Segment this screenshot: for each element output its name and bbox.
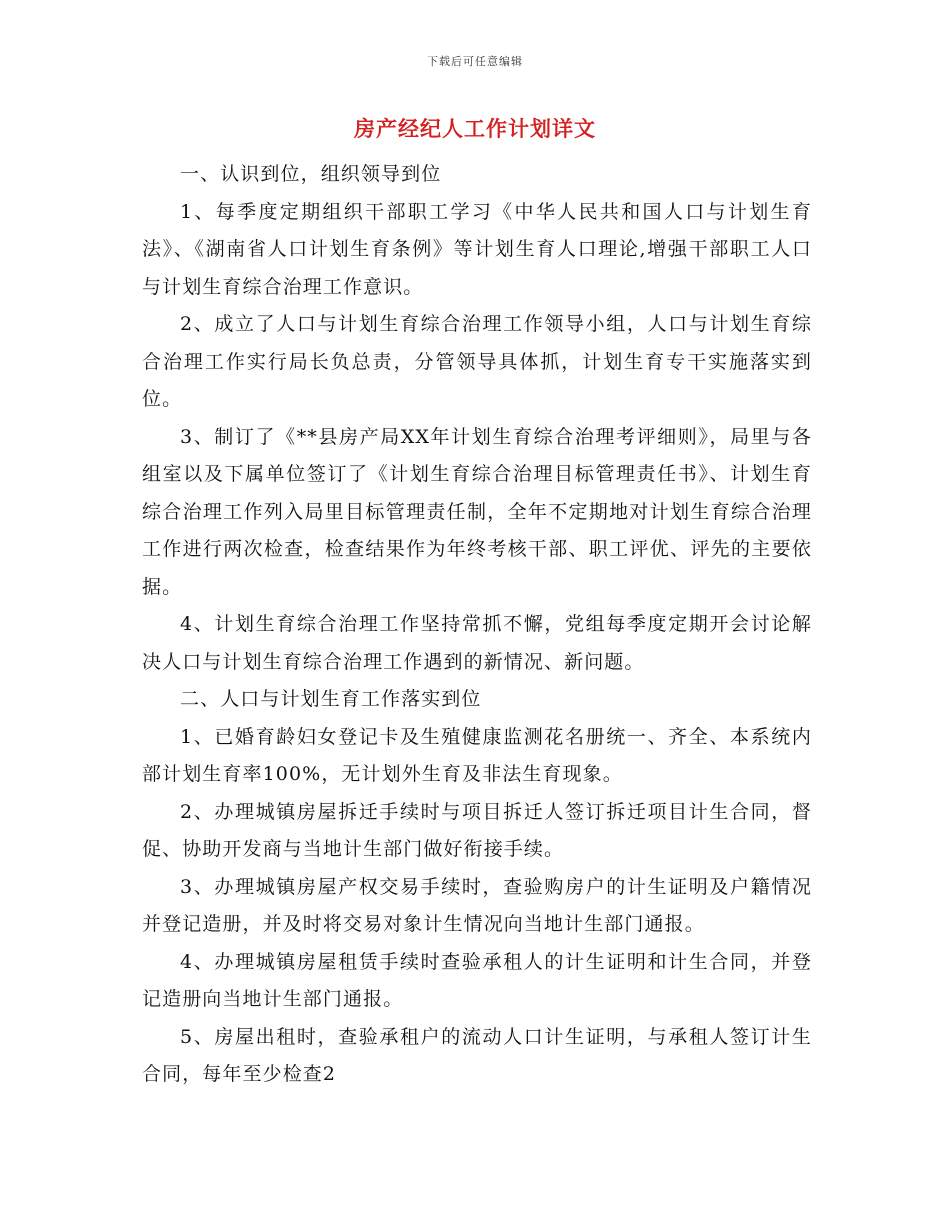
paragraph: 3、制订了《**县房产局XX年计划生育综合治理考评细则》，局里与各组室以及下属单位签订了《计划生育综合治理目标管理责任书》、计划生育综合治理工作列入局里目标管理责任制，全年不定期地对计划生育综合治理工作进行两次检查，检查结果作为年终考核干部、职工评优、评先的主要依据。 [142,425,812,598]
paragraph: 5、房屋出租时，查验承租户的流动人口计生证明，与承租人签订计生合同，每年至少检查2 [142,1025,812,1085]
paragraph: 1、已婚育龄妇女登记卡及生殖健康监测花名册统一、齐全、本系统内部计划生育率100%，无计划外生育及非法生育现象。 [142,725,812,785]
section-heading-2: 二、人口与计划生育工作落实到位 [180,688,482,710]
document-title: 房产经纪人工作计划详文 [354,116,596,141]
paragraph: 4、计划生育综合治理工作坚持常抓不懈，党组每季度定期开会讨论解决人口与计划生育综合治理工作遇到的新情况、新问题。 [142,613,812,673]
section-heading-1: 一、认识到位，组织领导到位 [180,163,442,185]
paragraph: 2、成立了人口与计划生育综合治理工作领导小组，人口与计划生育综合治理工作实行局长负总责，分管领导具体抓，计划生育专干实施落实到位。 [142,313,812,410]
paragraph: 4、办理城镇房屋租赁手续时查验承租人的计生证明和计生合同，并登记造册向当地计生部门通报。 [142,950,812,1010]
header-note: 下载后可任意编辑 [427,55,523,68]
paragraph: 1、每季度定期组织干部职工学习《中华人民共和国人口与计划生育法》、《湖南省人口计划生育条例》等计划生育人口理论,增强干部职工人口与计划生育综合治理工作意识。 [142,200,812,298]
paragraph: 2、办理城镇房屋拆迁手续时与项目拆迁人签订拆迁项目计生合同，督促、协助开发商与当地计生部门做好衔接手续。 [142,800,812,860]
paragraph: 3、办理城镇房屋产权交易手续时，查验购房户的计生证明及户籍情况并登记造册，并及时将交易对象计生情况向当地计生部门通报。 [142,875,812,935]
document-body [142,156,812,1094]
